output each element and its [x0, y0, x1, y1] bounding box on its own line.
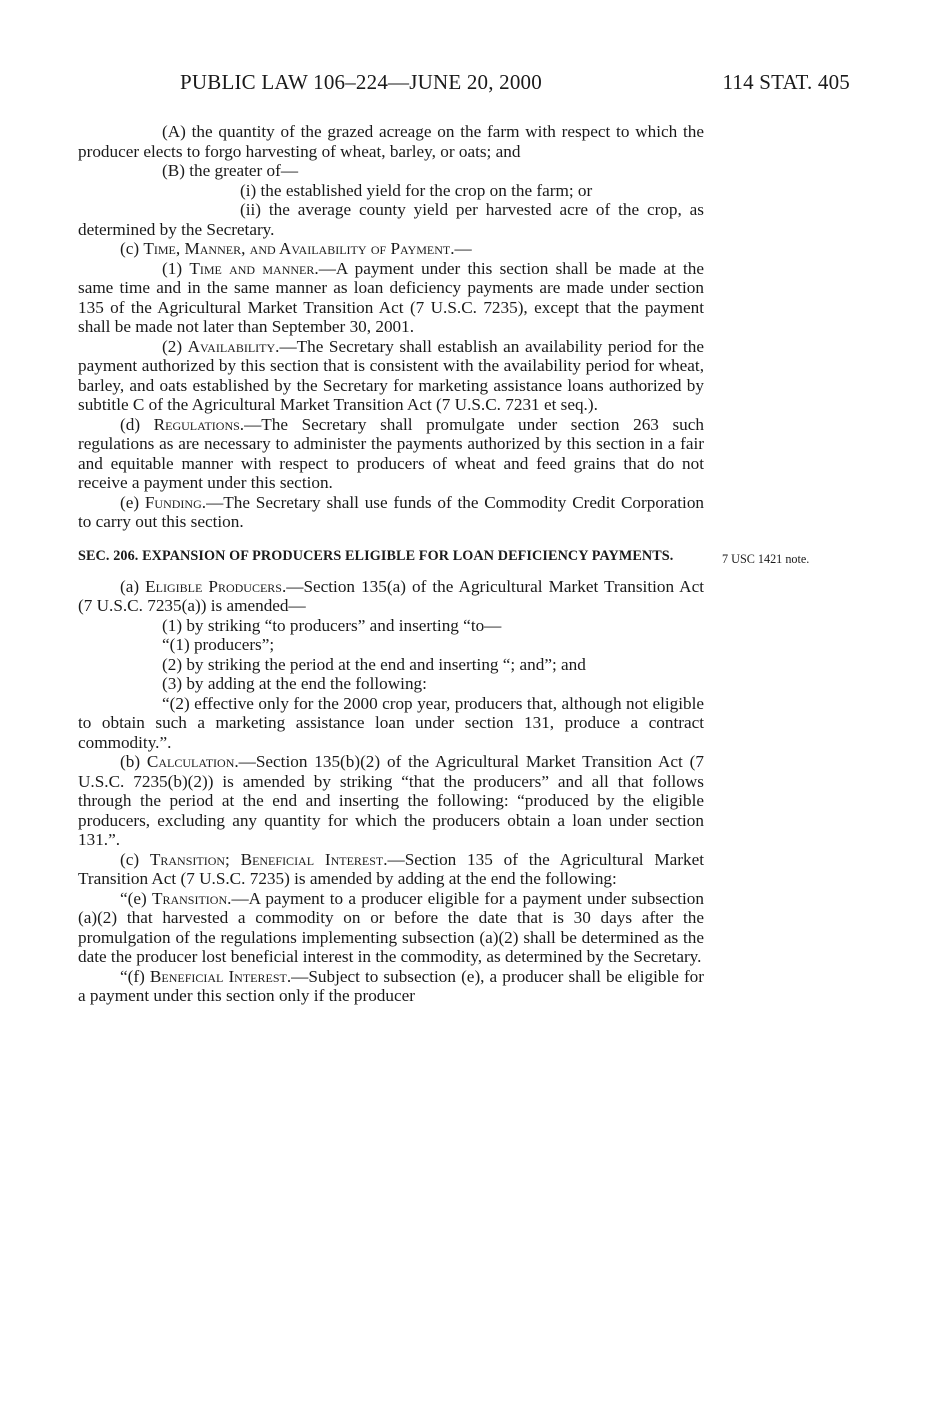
header-stat-page: 114 STAT. 405	[722, 70, 850, 94]
running-header	[180, 70, 850, 102]
sec206-a-1: (1) by striking “to producers” and inserting “to—	[162, 615, 502, 635]
sec206-subsection-b: (b) Calculation.—Section 135(b)(2) of the Agricultural Market Transition Act (7 U.S.C. 7235(b)(2)) is amended by striking “that the producers” and all that follows through the period at the end and inserting the following: “produced by the eligible producers, excluding any quantity for which the producers obtain a loan under section 131.”.	[78, 752, 704, 849]
sec206-ce-title: Transition.	[151, 888, 232, 908]
margin-note-usc: 7 USC 1421 note.	[722, 551, 810, 566]
sec206-a-1-quote: “(1) producers”;	[162, 635, 275, 654]
sec206-c-f-beneficial-interest: “(f) Beneficial Interest.—Subject to subsection (e), a producer shall be eligible for a payment under this section only if the producer	[78, 966, 704, 1005]
paragraph-c1-title: Time and manner.	[189, 258, 319, 278]
sec206-c-e-transition: “(e) Transition.—A payment to a producer eligible for a payment under subsection (a)(2) that harvested a commodity on or before the date that is 30 days after the promulgation of the regulations implementing subsection (a)(2) shall be determined as the date the producer lost beneficial interest in the commodity, as determined by the Secretary.	[78, 888, 704, 966]
subsection-c-title: Time, Manner, and Availability of Payment.	[143, 239, 455, 258]
sec206-b-title: Calculation.	[146, 752, 239, 771]
sec206-cf-title: Beneficial Interest.	[149, 966, 292, 986]
paragraph-b-i: (i) the established yield for the crop on the farm; or	[240, 180, 593, 200]
subsection-d-title: Regulations.	[153, 414, 245, 434]
subsection-e-funding: (e) Funding.—The Secretary shall use funds of the Commodity Credit Corporation to carry out this section.	[78, 492, 705, 531]
sec206-a-3: (3) by adding at the end the following:	[162, 674, 427, 693]
paragraph-c2-title: Availability.	[187, 336, 280, 356]
sec206-a-3-quote: “(2) effective only for the 2000 crop year, producers that, although not eligible to obtain such a marketing assistance loan under section 131, produce a contract commodity.”.	[78, 693, 704, 752]
sec206-c-title: Transition; Beneficial Interest.	[149, 849, 388, 869]
header-law-citation: PUBLIC LAW 106–224—JUNE 20, 2000	[180, 70, 542, 94]
subsection-c-heading: (c) Time, Manner, and Availability of Payment.—	[120, 239, 472, 258]
section-206-heading-block	[78, 547, 810, 566]
document-body	[78, 122, 810, 1006]
sec206-a-2: (2) by striking the period at the end and inserting “; and”; and	[162, 654, 586, 674]
paragraph-c1-time-and-manner: (1) Time and manner.—A payment under this section shall be made at the same time and in the same manner as loan deficiency payments are made under section 135 of the Agricultural Market Transition Act (7 U.S.C. 7235), except that the payment shall be made not later than September 30, 2001.	[78, 258, 704, 336]
paragraph-a-quantity: (A) the quantity of the grazed acreage on the farm with respect to which the producer elects to forgo harvesting of wheat, barley, or oats; and	[78, 122, 704, 161]
subsection-d-regulations: (d) Regulations.—The Secretary shall promulgate under section 263 such regulations as are necessary to administer the payments authorized by this section in a fair and equitable manner with respect to producers of wheat and feed grains that do not receive a payment under this section.	[78, 414, 704, 492]
section-206-heading: SEC. 206. EXPANSION OF PRODUCERS ELIGIBLE FOR LOAN DEFICIENCY PAYMENTS.	[78, 547, 674, 564]
subsection-e-title: Funding.	[144, 492, 207, 512]
sec206-a-title: Eligible Producers.	[145, 576, 287, 596]
sec206-subsection-a: (a) Eligible Producers.—Section 135(a) of the Agricultural Market Transition Act (7 U.S.C. 7235(a)) is amended—	[78, 576, 704, 615]
paragraph-b-ii: (ii) the average county yield per harvested acre of the crop, as determined by the Secretary.	[78, 200, 704, 239]
sec206-subsection-c: (c) Transition; Beneficial Interest.—Section 135 of the Agricultural Market Transition Act (7 U.S.C. 7235) is amended by adding at the end the following:	[78, 849, 704, 888]
paragraph-b-greater-of: (B) the greater of—	[162, 161, 299, 180]
paragraph-c2-availability: (2) Availability.—The Secretary shall establish an availability period for the payment authorized by this section that is consistent with the availability period for wheat, barley, and oats established by the Secretary for marketing assistance loans authorized by subtitle C of the Agricultural Market Transition Act (7 U.S.C. 7231 et seq.).	[78, 336, 704, 414]
